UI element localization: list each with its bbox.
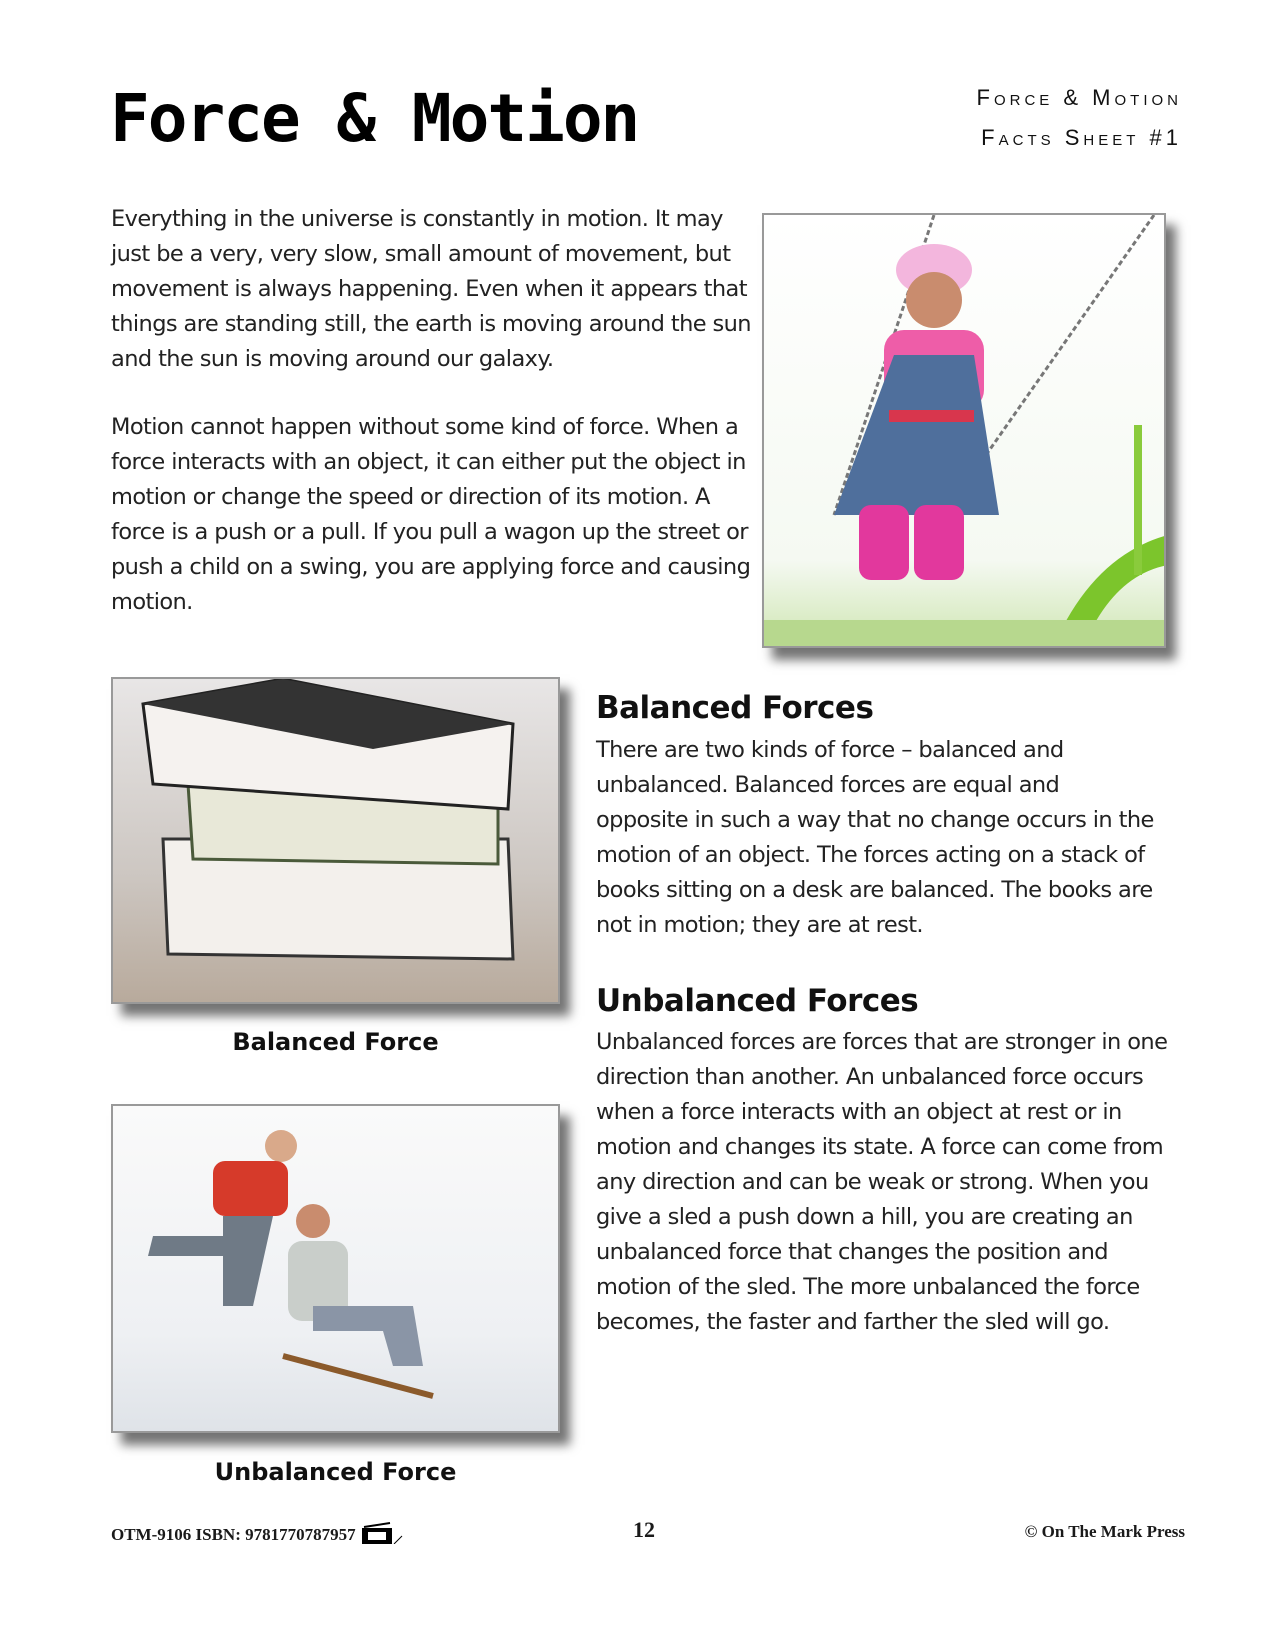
books-caption: Balanced Force <box>232 1028 439 1056</box>
balanced-forces-text: There are two kinds of force – balanced and unbalanced. Balanced forces are equal and opposite in such a way that no change occurs in the motion of an object. The forces acting on a stack of books sitting on a desk are balanced. The books are not in motion; they are at rest. <box>596 737 1154 938</box>
footer-isbn-text: OTM-9106 ISBN: 9781770787957 <box>111 1525 356 1544</box>
intro-paragraph-2: Motion cannot happen without some kind of force. When a force interacts with an object, it can either put the object in motion or change the speed or direction of its motion. A force is a push or a pull. If you pull a wagon up the street or push a child on a swing, you are applying force and causing motion. <box>111 414 751 615</box>
unbalanced-forces-text: Unbalanced forces are forces that are stronger in one direction than another. An unbalanced force occurs when a force interacts with an object at rest or in motion and changes its state. A force can come from any direction and can be weak or strong. When you give a sled a push down a hill, you are creating an unbalanced force that changes the position and motion of the sled. The more unbalanced the force becomes, the faster and farther the sled will go. <box>596 1029 1168 1335</box>
footer-isbn <box>111 1522 404 1545</box>
sledding-illustration <box>113 1106 560 1433</box>
books-photo <box>111 677 560 1004</box>
sled-photo <box>111 1104 560 1433</box>
stacked-books-illustration <box>113 679 560 1004</box>
unbalanced-forces-heading: Unbalanced Forces <box>596 983 919 1019</box>
girl-on-swing-illustration <box>764 215 1166 648</box>
subtitle-line-2: Facts Sheet #1 <box>981 125 1182 150</box>
footer-copyright: © On The Mark Press <box>1024 1522 1185 1541</box>
intro-paragraph-1: Everything in the universe is constantly in motion. It may just be a very, very slow, small amount of movement, but movement is always happening. Even when it appears that things are standing still, the earth is moving around the sun and the sun is moving around our galaxy. <box>111 206 751 372</box>
subtitle-line-1: Force & Motion <box>976 85 1182 110</box>
swing-photo <box>762 213 1166 648</box>
sled-caption: Unbalanced Force <box>214 1458 457 1486</box>
page-number: 12 <box>633 1517 655 1542</box>
sheet-subtitle <box>900 78 1182 158</box>
balanced-forces-heading: Balanced Forces <box>596 690 874 726</box>
page-title: Force & Motion <box>110 80 639 157</box>
publisher-logo-icon <box>360 1522 404 1544</box>
